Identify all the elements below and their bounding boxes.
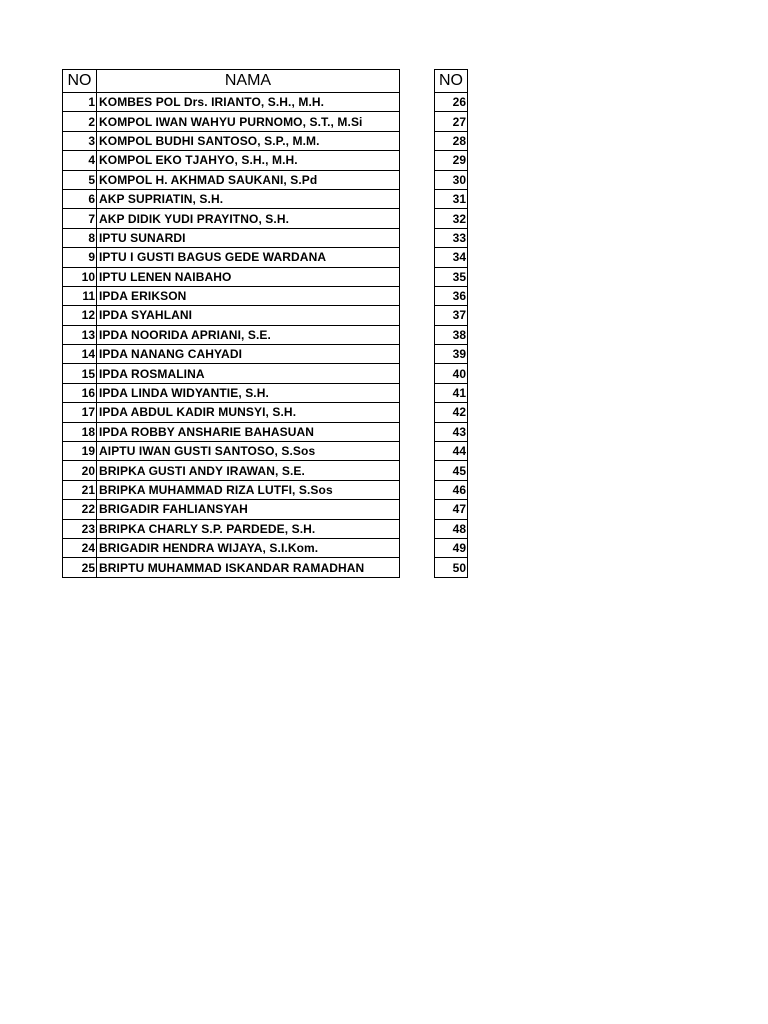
row-number: 22	[63, 500, 97, 519]
header-no: NO	[435, 70, 468, 93]
row-name: IPDA ABDUL KADIR MUNSYI, S.H.	[97, 403, 400, 422]
row-name: KOMPOL IWAN WAHYU PURNOMO, S.T., M.Si	[97, 112, 400, 131]
table-row	[63, 519, 400, 538]
table-header-row	[435, 70, 468, 93]
table-row	[435, 112, 468, 131]
row-name: IPTU I GUSTI BAGUS GEDE WARDANA	[97, 248, 400, 267]
row-number: 14	[63, 345, 97, 364]
row-number: 18	[63, 422, 97, 441]
row-number: 39	[435, 345, 468, 364]
table-row	[63, 325, 400, 344]
table-row	[63, 131, 400, 150]
row-number: 26	[435, 93, 468, 112]
row-number: 49	[435, 538, 468, 557]
table-row	[63, 461, 400, 480]
row-name: IPTU SUNARDI	[97, 228, 400, 247]
table-row	[63, 364, 400, 383]
row-number: 1	[63, 93, 97, 112]
row-number: 44	[435, 442, 468, 461]
table-row	[63, 538, 400, 557]
table-row	[63, 442, 400, 461]
row-number: 42	[435, 403, 468, 422]
row-name: BRIGADIR FAHLIANSYAH	[97, 500, 400, 519]
table-row	[63, 248, 400, 267]
row-name: IPDA NOORIDA APRIANI, S.E.	[97, 325, 400, 344]
table-row	[435, 286, 468, 305]
table-row	[435, 325, 468, 344]
row-number: 3	[63, 131, 97, 150]
row-name: KOMPOL BUDHI SANTOSO, S.P., M.M.	[97, 131, 400, 150]
row-number: 16	[63, 383, 97, 402]
table-row	[435, 519, 468, 538]
row-name: IPTU LENEN NAIBAHO	[97, 267, 400, 286]
table-row	[435, 151, 468, 170]
row-name: IPDA ROSMALINA	[97, 364, 400, 383]
row-number: 30	[435, 170, 468, 189]
table-header-row	[63, 70, 400, 93]
row-number: 25	[63, 558, 97, 577]
table-row	[435, 558, 468, 577]
table-row	[435, 500, 468, 519]
table-row	[435, 538, 468, 557]
row-number: 20	[63, 461, 97, 480]
table-row	[435, 248, 468, 267]
row-number: 45	[435, 461, 468, 480]
table-row	[63, 267, 400, 286]
table-row	[435, 480, 468, 499]
row-name: IPDA SYAHLANI	[97, 306, 400, 325]
table-row	[63, 112, 400, 131]
row-number: 43	[435, 422, 468, 441]
table-row	[63, 170, 400, 189]
row-number: 38	[435, 325, 468, 344]
table-row	[63, 558, 400, 577]
table-row	[435, 267, 468, 286]
row-name: KOMPOL EKO TJAHYO, S.H., M.H.	[97, 151, 400, 170]
table-row	[435, 228, 468, 247]
table-body	[63, 93, 400, 578]
number-list-table	[434, 69, 468, 578]
table-row	[63, 345, 400, 364]
row-number: 46	[435, 480, 468, 499]
row-number: 15	[63, 364, 97, 383]
table-row	[435, 189, 468, 208]
row-number: 19	[63, 442, 97, 461]
table-row	[63, 383, 400, 402]
table-row	[435, 170, 468, 189]
row-name: AKP SUPRIATIN, S.H.	[97, 189, 400, 208]
table-row	[63, 228, 400, 247]
row-number: 10	[63, 267, 97, 286]
row-number: 31	[435, 189, 468, 208]
row-number: 48	[435, 519, 468, 538]
row-number: 2	[63, 112, 97, 131]
row-number: 27	[435, 112, 468, 131]
table-row	[435, 442, 468, 461]
table-row	[435, 209, 468, 228]
row-number: 11	[63, 286, 97, 305]
row-number: 37	[435, 306, 468, 325]
row-number: 28	[435, 131, 468, 150]
row-number: 29	[435, 151, 468, 170]
row-number: 47	[435, 500, 468, 519]
table-body	[435, 93, 468, 578]
row-name: BRIPKA CHARLY S.P. PARDEDE, S.H.	[97, 519, 400, 538]
row-name: IPDA ERIKSON	[97, 286, 400, 305]
table-row	[63, 403, 400, 422]
row-name: BRIPKA MUHAMMAD RIZA LUTFI, S.Sos	[97, 480, 400, 499]
row-number: 34	[435, 248, 468, 267]
header-nama: NAMA	[97, 70, 400, 93]
table-row	[435, 461, 468, 480]
table-row	[63, 500, 400, 519]
row-name: AIPTU IWAN GUSTI SANTOSO, S.Sos	[97, 442, 400, 461]
row-number: 7	[63, 209, 97, 228]
table-row	[63, 480, 400, 499]
row-number: 13	[63, 325, 97, 344]
header-no: NO	[63, 70, 97, 93]
table-row	[63, 209, 400, 228]
table-row	[63, 306, 400, 325]
table-row	[435, 383, 468, 402]
row-number: 12	[63, 306, 97, 325]
table-row	[435, 345, 468, 364]
row-number: 8	[63, 228, 97, 247]
row-number: 4	[63, 151, 97, 170]
row-name: AKP DIDIK YUDI PRAYITNO, S.H.	[97, 209, 400, 228]
table-row	[435, 131, 468, 150]
table-row	[435, 93, 468, 112]
row-number: 40	[435, 364, 468, 383]
row-number: 17	[63, 403, 97, 422]
table-row	[63, 286, 400, 305]
row-name: BRIGADIR HENDRA WIJAYA, S.I.Kom.	[97, 538, 400, 557]
row-name: IPDA ROBBY ANSHARIE BAHASUAN	[97, 422, 400, 441]
table-row	[63, 422, 400, 441]
row-name: BRIPTU MUHAMMAD ISKANDAR RAMADHAN	[97, 558, 400, 577]
row-number: 35	[435, 267, 468, 286]
table-row	[435, 422, 468, 441]
row-number: 33	[435, 228, 468, 247]
row-number: 9	[63, 248, 97, 267]
row-name: KOMBES POL Drs. IRIANTO, S.H., M.H.	[97, 93, 400, 112]
row-number: 23	[63, 519, 97, 538]
row-name: BRIPKA GUSTI ANDY IRAWAN, S.E.	[97, 461, 400, 480]
table-row	[435, 306, 468, 325]
row-name: IPDA LINDA WIDYANTIE, S.H.	[97, 383, 400, 402]
row-number: 36	[435, 286, 468, 305]
row-number: 21	[63, 480, 97, 499]
row-number: 5	[63, 170, 97, 189]
row-number: 32	[435, 209, 468, 228]
row-name: KOMPOL H. AKHMAD SAUKANI, S.Pd	[97, 170, 400, 189]
row-number: 6	[63, 189, 97, 208]
name-list-table	[62, 69, 400, 578]
row-name: IPDA NANANG CAHYADI	[97, 345, 400, 364]
table-row	[63, 189, 400, 208]
row-number: 41	[435, 383, 468, 402]
row-number: 50	[435, 558, 468, 577]
table-row	[63, 93, 400, 112]
table-row	[63, 151, 400, 170]
row-number: 24	[63, 538, 97, 557]
table-row	[435, 364, 468, 383]
table-row	[435, 403, 468, 422]
